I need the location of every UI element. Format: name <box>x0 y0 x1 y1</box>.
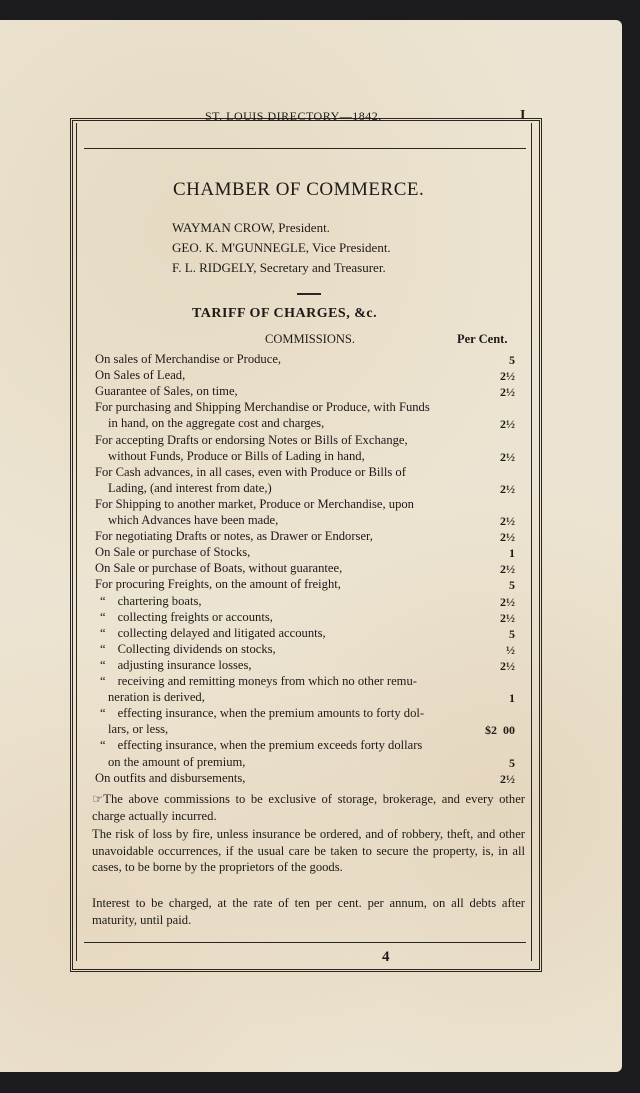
table-row <box>95 433 408 448</box>
table-row <box>95 400 430 415</box>
ditto-mark: “ <box>100 593 106 608</box>
row-label: chartering boats, <box>117 593 202 608</box>
row-label: For purchasing and Shipping Merchandise or Produce, with Funds <box>95 400 430 415</box>
row-value: 2½ <box>500 610 515 625</box>
row-label: On Sales of Lead, <box>95 368 186 383</box>
row-value: 2½ <box>500 514 515 528</box>
ditto-mark: “ <box>100 657 106 672</box>
row-value: 1 <box>509 546 515 561</box>
row-label: For negotiating Drafts or notes, as Drawer or Endorser, <box>95 529 373 544</box>
table-row <box>95 545 250 560</box>
ditto-mark: “ <box>100 738 106 753</box>
header-rule <box>84 148 526 149</box>
note-risk: The risk of loss by fire, unless insurance be ordered, and of robbery, theft, and other unavoidable occurrences, if the usual care be taken to secure the property, is, in all cases, to be borne by the proprietors of the goods. <box>92 827 525 874</box>
row-label: on the amount of premium, <box>108 754 246 769</box>
table-row <box>100 738 422 753</box>
page-title: CHAMBER OF COMMERCE. <box>173 179 425 200</box>
row-value: 2½ <box>500 771 515 786</box>
row-label: On outfits and disbursements, <box>95 770 246 785</box>
row-value: 1 <box>509 691 515 706</box>
row-label: For Cash advances, in all cases, even with Produce or Bills of <box>95 464 406 479</box>
row-label: Collecting dividends on stocks, <box>117 641 276 656</box>
row-label: On sales of Merchandise or Produce, <box>95 352 282 366</box>
table-row <box>95 577 341 592</box>
row-label: receiving and remitting moneys from which no other remu- <box>117 674 417 688</box>
row-value: 2½ <box>500 658 515 673</box>
note-interest: Interest to be charged, at the rate of ten per cent. per annum, on all debts after maturity, until paid. <box>92 896 525 927</box>
row-value: 5 <box>509 353 515 367</box>
row-label: collecting delayed and litigated accounts, <box>117 625 326 640</box>
table-row <box>95 352 281 367</box>
officer-secretary: F. L. RIDGELY, Secretary and Treasurer. <box>172 260 386 275</box>
row-value: 5 <box>509 626 515 641</box>
row-value: ½ <box>506 642 515 657</box>
signature-mark: I <box>520 108 526 123</box>
table-row <box>108 755 245 770</box>
row-label: On Sale or purchase of Stocks, <box>95 545 251 560</box>
row-label: effecting insurance, when the premium amounts to forty dol- <box>117 706 425 721</box>
row-label: adjusting insurance losses, <box>117 657 252 672</box>
table-row <box>100 658 252 673</box>
document-page <box>0 20 622 1072</box>
row-label: neration is derived, <box>108 690 205 705</box>
table-row <box>100 610 273 625</box>
row-value: 2½ <box>500 369 515 384</box>
officer-vice-president: GEO. K. M'GUNNEGLE, Vice President. <box>172 240 391 255</box>
table-row <box>100 642 276 657</box>
table-row <box>95 529 373 544</box>
table-row <box>95 771 245 786</box>
table-row <box>108 722 168 737</box>
table-row <box>108 690 205 705</box>
table-row <box>95 384 238 399</box>
ditto-mark: “ <box>100 625 106 640</box>
row-value: 2½ <box>500 385 515 400</box>
table-row <box>100 674 417 689</box>
ditto-mark: “ <box>100 706 106 721</box>
row-value: $2 00 <box>485 723 515 738</box>
table-row <box>108 513 278 528</box>
table-row <box>108 481 272 496</box>
note-commissions: ☞The above commissions to be exclusive of storage, brokerage, and every other charge actually incurred. <box>92 792 525 823</box>
table-row <box>100 626 326 641</box>
table-row <box>108 416 324 431</box>
table-row <box>95 368 185 383</box>
table-row <box>95 497 414 512</box>
column-header-commissions: COMMISSIONS. <box>265 332 355 346</box>
row-value: 2½ <box>500 481 515 496</box>
row-label: without Funds, Produce or Bills of Lading in hand, <box>108 448 365 463</box>
row-value: 2½ <box>500 449 515 464</box>
table-row <box>100 594 202 609</box>
page-number: 4 <box>382 949 390 965</box>
column-header-per-cent: Per Cent. <box>457 332 508 346</box>
row-label: effecting insurance, when the premium exceeds forty dollars <box>117 738 423 753</box>
table-row <box>108 449 365 464</box>
row-label: For procuring Freights, on the amount of freight, <box>95 577 341 592</box>
row-label: Lading, (and interest from date,) <box>108 480 272 495</box>
row-label: For Shipping to another market, Produce or Merchandise, upon <box>95 496 414 511</box>
officer-president: WAYMAN CROW, President. <box>172 220 330 235</box>
running-title: ST. LOUIS DIRECTORY—1842. <box>205 109 382 123</box>
ditto-mark: “ <box>100 609 106 624</box>
row-value: 5 <box>509 755 515 770</box>
row-label: which Advances have been made, <box>108 513 279 527</box>
ditto-mark: “ <box>100 674 106 688</box>
footer-rule <box>84 942 526 943</box>
row-value: 2½ <box>500 530 515 545</box>
tariff-heading: TARIFF OF CHARGES, &c. <box>192 306 378 321</box>
row-value: 2½ <box>500 417 515 432</box>
row-label: lars, or less, <box>108 722 169 737</box>
table-row <box>95 465 406 480</box>
row-value: 5 <box>509 578 515 593</box>
row-label: Guarantee of Sales, on time, <box>95 384 238 399</box>
row-label: in hand, on the aggregate cost and charges, <box>108 416 325 431</box>
row-value: 2½ <box>500 594 515 609</box>
row-label: For accepting Drafts or endorsing Notes or Bills of Exchange, <box>95 432 408 447</box>
table-row <box>100 706 424 721</box>
section-divider <box>297 293 321 295</box>
ditto-mark: “ <box>100 641 106 656</box>
row-label: On Sale or purchase of Boats, without guarantee, <box>95 561 343 576</box>
table-row <box>95 561 342 576</box>
row-label: collecting freights or accounts, <box>117 609 273 624</box>
row-value: 2½ <box>500 562 515 577</box>
